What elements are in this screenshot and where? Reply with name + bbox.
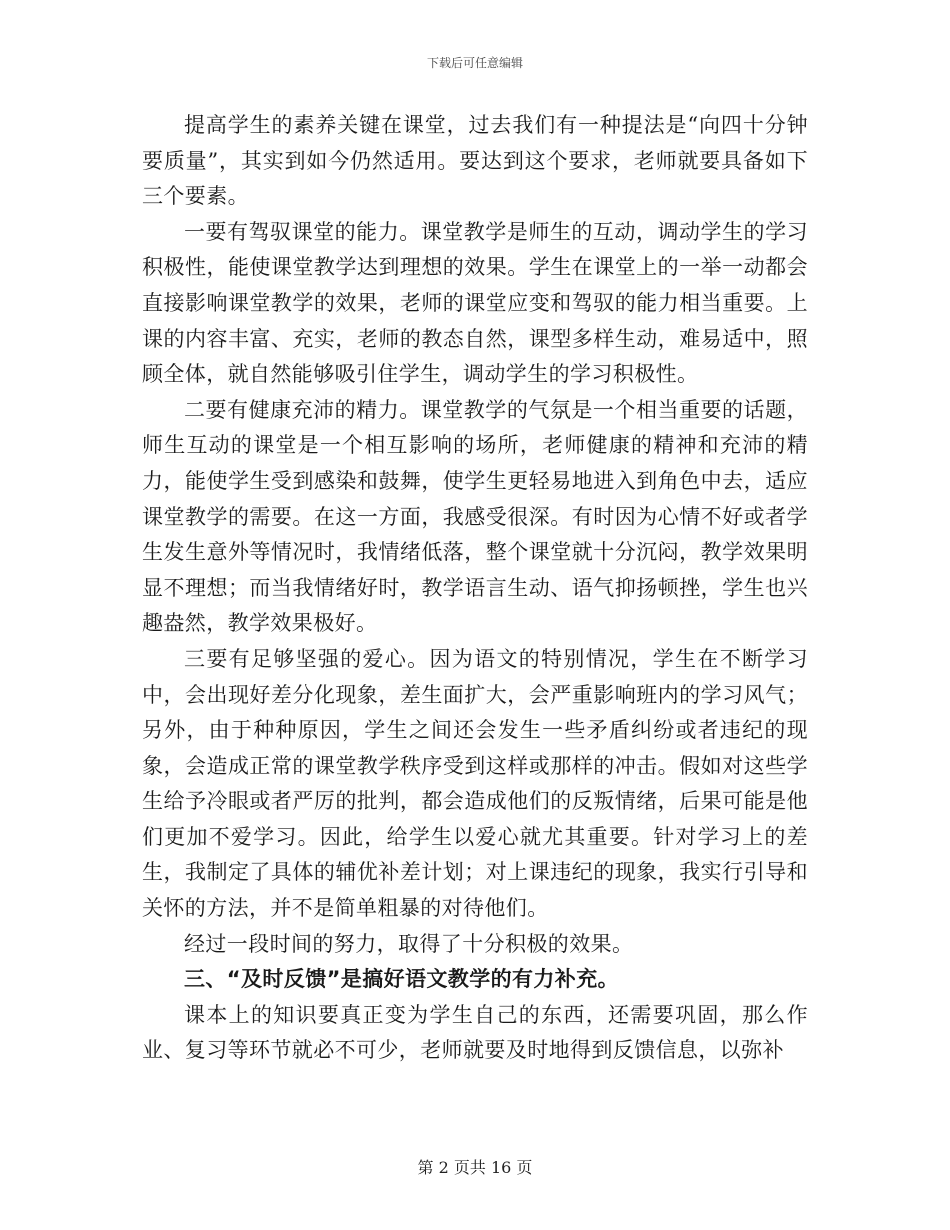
page-number: 第 2 页共 16 页	[417, 1158, 533, 1177]
paragraph-point-three: 三要有足够坚强的爱心。因为语文的特别情况，学生在不断学习中，会出现好差分化现象，差生面扩大，会严重影响班内的学习风气；另外，由于种种原因，学生之间还会发生一些矛盾纠纷或者违纪的现象，会造成正常的课堂教学秩序受到这样或那样的冲击。假如对这些学生给予冷眼或者严厉的批判，都会造成他们的反叛情绪，后果可能是他们更加不爱学习。因此，给学生以爱心就尤其重要。针对学习上的差生，我制定了具体的辅优补差计划；对上课违纪的现象，我实行引导和关怀的方法，并不是简单粗暴的对待他们。	[142, 646, 808, 921]
page-header: 下载后可任意编辑	[426, 56, 523, 70]
section-heading: 三、“及时反馈”是搞好语文教学的有力补充。	[184, 967, 620, 992]
document-body	[142, 108, 808, 1069]
paragraph-intro: 提高学生的素养关键在课堂，过去我们有一种提法是“向四十分钟要质量”，其实到如今仍然适用。要达到这个要求，老师就要具备如下三个要素。	[142, 113, 808, 209]
paragraph-point-one: 一要有驾驭课堂的能力。课堂教学是师生的互动，调动学生的学习积极性，能使课堂教学达到理想的效果。学生在课堂上的一举一动都会直接影响课堂教学的效果，老师的课堂应变和驾驭的能力相当重要。上课的内容丰富、充实，老师的教态自然，课型多样生动，难易适中，照顾全体，就自然能够吸引住学生，调动学生的学习积极性。	[142, 219, 808, 387]
paragraph-result: 经过一段时间的努力，取得了十分积极的效果。	[184, 931, 634, 956]
paragraph-feedback: 课本上的知识要真正变为学生自己的东西，还需要巩固，那么作业、复习等环节就必不可少，老师就要及时地得到反馈信息，以弥补	[142, 1002, 808, 1063]
paragraph-point-two: 二要有健康充沛的精力。课堂教学的气氛是一个相当重要的话题，师生互动的课堂是一个相互影响的场所，老师健康的精神和充沛的精力，能使学生受到感染和鼓舞，使学生更轻易地进入到角色中去，适应课堂教学的需要。在这一方面，我感受很深。有时因为心情不好或者学生发生意外等情况时，我情绪低落，整个课堂就十分沉闷，教学效果明显不理想；而当我情绪好时，教学语言生动、语气抑扬顿挫，学生也兴趣盎然，教学效果极好。	[142, 397, 808, 636]
